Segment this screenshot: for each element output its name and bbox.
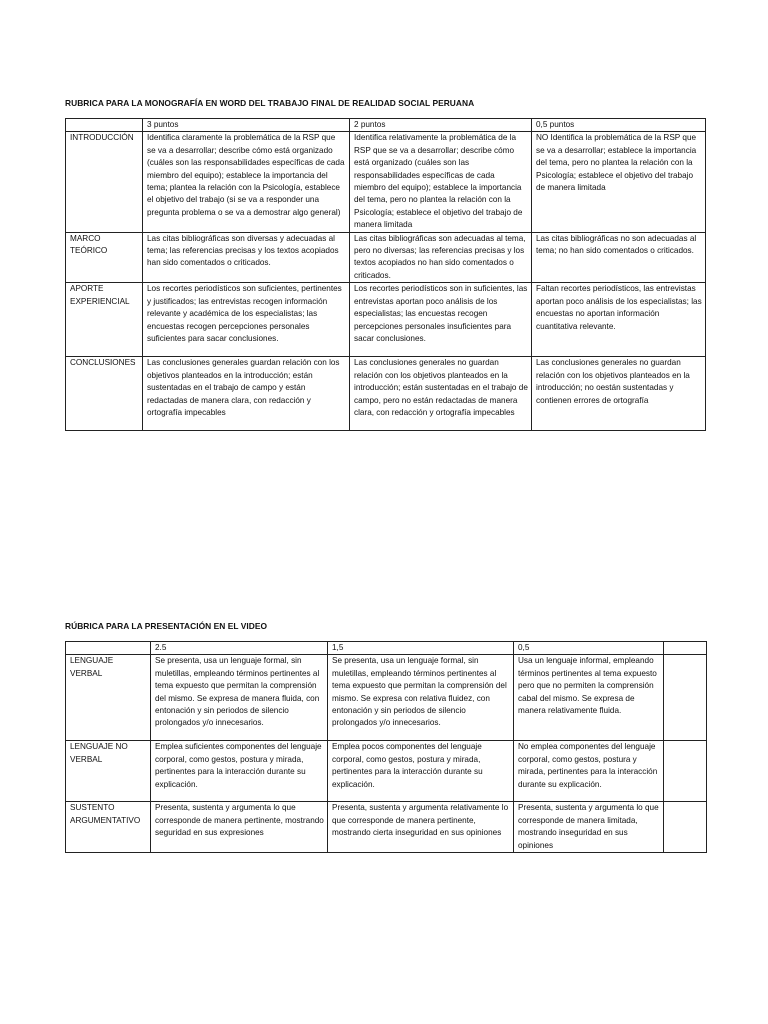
table-row <box>66 283 706 357</box>
table-cell: Se presenta, usa un lenguaje formal, sin muletillas, empleando términos pertinentes al tema expuesto que permitan la comprensión del mismo. Se expresa con relativa fluidez, con entonación y sin periodos de silencio prolongados y/o innecesarios. <box>328 655 514 741</box>
table-cell: Las citas bibliográficas son adecuadas al tema, pero no diversas; las referencias precisas y los textos acopiados no han sido comentados o criticados. <box>350 232 532 283</box>
table-cell: Las conclusiones generales no guardan relación con los objetivos planteados en la introducción; están sustentadas en el trabajo de campo, pero no están redactadas de manera clara, con redacción y ortografía impecables <box>350 357 532 431</box>
table-cell: Emplea pocos componentes del lenguaje corporal, como gestos, postura y mirada, pertinentes para la interacción durante su explicación. <box>328 741 514 802</box>
table-header-row <box>66 642 707 655</box>
table-cell: Las citas bibliográficas no son adecuadas al tema; no han sido comentados o criticados. <box>532 232 706 283</box>
header-cell <box>66 119 143 132</box>
header-cell <box>664 642 707 655</box>
table-cell: NO Identifica la problemática de la RSP que se va a desarrollar; establece la importancia del tema, pero no plantea la relación con la Psicología; establece el objetivo del trabajo de manera limitada <box>532 132 706 232</box>
table-cell: Presenta, sustenta y argumenta lo que corresponde de manera pertinente, mostrando seguridad en sus expresiones <box>151 802 328 853</box>
table-row <box>66 655 707 741</box>
table-header-row <box>66 119 706 132</box>
table-cell: Presenta, sustenta y argumenta relativamente lo que corresponde de manera pertinente, mostrando cierta inseguridad en sus opiniones <box>328 802 514 853</box>
rubric-1-title: RUBRICA PARA LA MONOGRAFÍA EN WORD DEL TRABAJO FINAL DE REALIDAD SOCIAL PERUANA <box>65 98 475 108</box>
criterion-cell: CONCLUSIONES <box>66 357 143 431</box>
table-cell: Los recortes periodísticos son suficientes, pertinentes y justificados; las entrevistas recogen información relevante y académica de los especialistas; las encuestas recogen percepciones personales suficientes para sacar conclusiones. <box>143 283 350 357</box>
table-cell: Las citas bibliográficas son diversas y adecuadas al tema; las referencias precisas y los textos acopiados han sido comentados o criticados. <box>143 232 350 283</box>
criterion-cell: LENGUAJE VERBAL <box>66 655 151 741</box>
criterion-cell: APORTE EXPERIENCIAL <box>66 283 143 357</box>
header-cell <box>66 642 151 655</box>
header-cell: 0,5 puntos <box>532 119 706 132</box>
header-cell: 1,5 <box>328 642 514 655</box>
table-cell: Usa un lenguaje informal, empleando términos pertinentes al tema expuesto pero que no permiten la comprensión cabal del mismo. Se expresa de manera relativamente fluida. <box>514 655 664 741</box>
table-cell: Presenta, sustenta y argumenta lo que corresponde de manera limitada, mostrando inseguridad en sus opiniones <box>514 802 664 853</box>
criterion-cell: MARCO TEÓRICO <box>66 232 143 283</box>
table-cell <box>664 741 707 802</box>
table-cell <box>664 802 707 853</box>
table-cell: Las conclusiones generales no guardan relación con los objetivos planteados en la introducción; no oestán sustentadas y contienen errores de ortografía <box>532 357 706 431</box>
table-cell: Las conclusiones generales guardan relación con los objetivos planteados en la introducción; están sustentadas en el trabajo de campo y están redactadas de manera clara, con redacción y ortografía impecables <box>143 357 350 431</box>
header-cell: 2 puntos <box>350 119 532 132</box>
rubric-2-table <box>65 641 707 853</box>
rubric-2-title: RÚBRICA PARA LA PRESENTACIÓN EN EL VIDEO <box>65 621 268 631</box>
rubric-1-table <box>65 118 706 431</box>
header-cell: 0,5 <box>514 642 664 655</box>
criterion-cell: INTRODUCCIÓN <box>66 132 143 232</box>
table-cell: Emplea suficientes componentes del lenguaje corporal, como gestos, postura y mirada, pertinentes para la interacción durante su explicación. <box>151 741 328 802</box>
table-cell: Faltan recortes periodísticos, las entrevistas aportan poco análisis de los especialistas; las encuestas no aportan información cuantitativa relevante. <box>532 283 706 357</box>
table-row <box>66 232 706 283</box>
table-row <box>66 741 707 802</box>
header-cell: 3 puntos <box>143 119 350 132</box>
table-cell: Los recortes periodísticos son in suficientes, las entrevistas aportan poco análisis de los especialistas; las encuestas recogen percepciones personales insuficientes para sacar conclusiones. <box>350 283 532 357</box>
table-cell: Se presenta, usa un lenguaje formal, sin muletillas, empleando términos pertinentes al tema expuesto que permitan la comprensión del mismo. Se expresa de manera fluida, con entonación y sin periodos de silencio prolongados y/o innecesarios. <box>151 655 328 741</box>
header-cell: 2.5 <box>151 642 328 655</box>
table-cell: No emplea componentes del lenguaje corporal, como gestos, postura y mirada, pertinentes para la interacción durante su explicación. <box>514 741 664 802</box>
table-row <box>66 132 706 232</box>
table-row <box>66 802 707 853</box>
criterion-cell: LENGUAJE NO VERBAL <box>66 741 151 802</box>
table-cell: Identifica relativamente la problemática de la RSP que se va a desarrollar; describe cómo está organizado (cuáles son las responsabilidades específicas de cada miembro del equipo); establece la importancia del tema, pero no plantea la relación con la Psicología; establece el objetivo del trabajo de manera limitada <box>350 132 532 232</box>
criterion-cell: SUSTENTO ARGUMENTATIVO <box>66 802 151 853</box>
table-cell <box>664 655 707 741</box>
table-row <box>66 357 706 431</box>
table-cell: Identifica claramente la problemática de la RSP que se va a desarrollar; describe cómo está organizado (cuáles son las responsabilidades específicas de cada miembro del equipo); establece la importancia del tema; plantea la relación con la Psicología, establece el objetivo del trabajo (si se va a responder una pregunta problema o se va a demostrar algo general) <box>143 132 350 232</box>
